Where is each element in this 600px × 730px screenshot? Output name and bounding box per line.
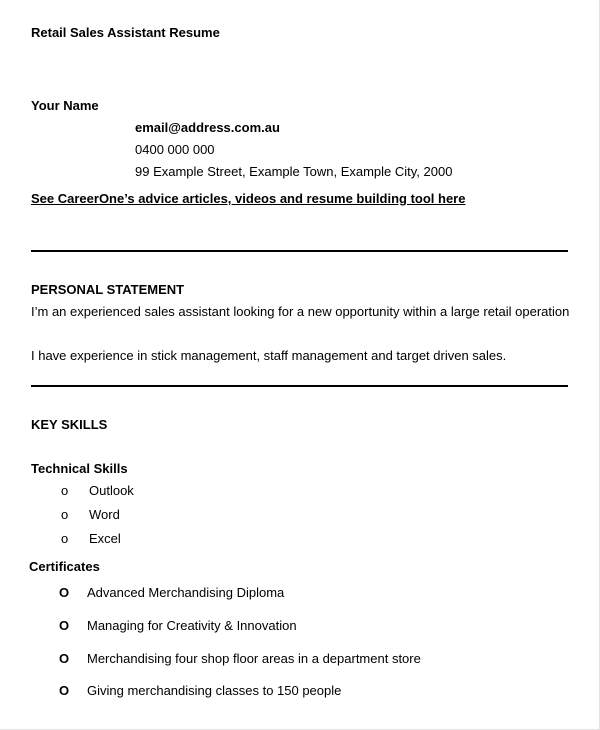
contact-email: email@address.com.au <box>135 120 280 135</box>
section-divider <box>31 385 568 387</box>
document-title: Retail Sales Assistant Resume <box>31 25 220 40</box>
personal-statement-line: I’m an experienced sales assistant looking for a new opportunity within a large retail operation <box>31 304 570 319</box>
certificate-item: Managing for Creativity & Innovation <box>87 618 297 633</box>
skill-item: Word <box>89 507 120 522</box>
certificates-heading: Certificates <box>29 559 100 574</box>
section-divider <box>31 250 568 252</box>
bullet-marker: O <box>59 651 70 666</box>
personal-statement-line: I have experience in stick management, staff management and target driven sales. <box>31 348 507 363</box>
certificate-item: Merchandising four shop floor areas in a department store <box>87 651 421 666</box>
applicant-name: Your Name <box>31 98 99 113</box>
key-skills-heading: KEY SKILLS <box>31 417 108 432</box>
bullet-marker: o <box>61 483 69 498</box>
bullet-marker: O <box>59 683 70 698</box>
contact-phone: 0400 000 000 <box>135 142 215 157</box>
skill-item: Outlook <box>89 483 134 498</box>
certificate-item: Advanced Merchandising Diploma <box>87 585 285 600</box>
contact-address: 99 Example Street, Example Town, Example City, 2000 <box>135 164 453 179</box>
careerone-advice-link[interactable]: See CareerOne’s advice articles, videos and resume building tool here <box>31 191 466 206</box>
certificate-item: Giving merchandising classes to 150 people <box>87 683 342 698</box>
bullet-marker: o <box>61 531 69 546</box>
skill-item: Excel <box>89 531 121 546</box>
personal-statement-heading: PERSONAL STATEMENT <box>31 282 185 297</box>
bullet-marker: O <box>59 618 70 633</box>
technical-skills-heading: Technical Skills <box>31 461 128 476</box>
bullet-marker: o <box>61 507 69 522</box>
bullet-marker: O <box>59 585 70 600</box>
